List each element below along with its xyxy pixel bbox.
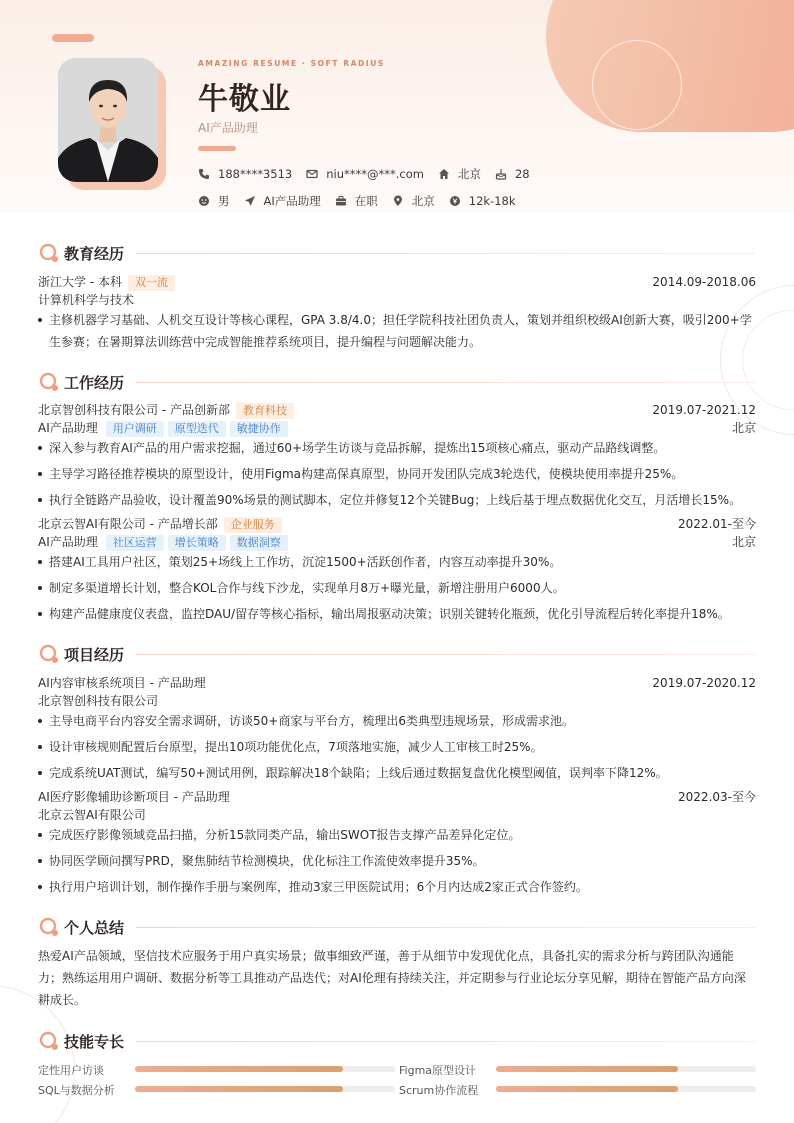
section-heading: 技能专长: [64, 1032, 125, 1051]
job-date: 2022.01-至今: [678, 517, 756, 531]
job-bullet: 执行全链路产品验收，设计覆盖90%场景的测试脚本，定位并修复12个关键Bug；上线后基于埋点数据优化交互，月活增长15%。: [38, 489, 756, 511]
candidate-role: AI产品助理: [198, 121, 258, 135]
section-heading: 项目经历: [64, 645, 125, 664]
age-item: [495, 167, 530, 181]
search-icon: [38, 1030, 60, 1052]
section-divider: [136, 1041, 756, 1042]
gender-text: 男: [218, 194, 230, 208]
section-work-title: [38, 371, 756, 393]
skill-item: [38, 1062, 395, 1076]
search-icon: [38, 242, 60, 264]
target-city-item: [392, 193, 435, 209]
section-heading: 个人总结: [64, 918, 125, 937]
project-header: [38, 788, 756, 806]
gender-icon: [198, 195, 210, 207]
skill-name: 定性用户访谈: [38, 1064, 104, 1077]
target-role-text: AI产品助理: [263, 194, 321, 208]
job-position: AI产品助理: [38, 535, 98, 549]
school-tag: 双一流: [128, 275, 175, 291]
contact-row: [198, 166, 544, 182]
section-heading: 工作经历: [64, 373, 125, 392]
send-icon: [244, 195, 256, 207]
age-text: 28: [514, 167, 530, 181]
section-divider: [136, 253, 756, 254]
job-skill-tag: 数据洞察: [230, 535, 288, 551]
candidate-name: 牛敬业: [198, 82, 291, 117]
phone-item: [198, 167, 292, 181]
skill-name: Scrum协作流程: [399, 1084, 479, 1097]
skill-track: [135, 1066, 395, 1072]
email-item: [306, 167, 424, 181]
job-position-row: [38, 419, 756, 437]
decorative-ring: [592, 40, 682, 130]
project-company: 北京智创科技有限公司: [38, 694, 159, 708]
skill-track: [496, 1086, 756, 1092]
skill-level-bar: [135, 1086, 343, 1092]
city-item: [438, 166, 481, 182]
section-divider: [136, 382, 756, 383]
school-name: 浙江大学 - 本科: [38, 275, 122, 289]
home-icon: [438, 168, 450, 180]
phone-text: 188****3513: [218, 167, 293, 181]
job-company: 北京智创科技有限公司 - 产品创新部: [38, 403, 230, 417]
email-text: niu****@***.com: [326, 167, 424, 181]
search-icon: [38, 916, 60, 938]
job-bullet: 制定多渠道增长计划，整合KOL合作与线下沙龙，实现单月8万+曝光量，新增注册用户6000人。: [38, 577, 756, 599]
job-industry-tag: 教育科技: [236, 403, 294, 419]
job-city: 北京: [731, 535, 756, 549]
project-bullet: 完成医疗影像领域竞品扫描，分析15款同类产品，输出SWOT报告支撑产品差异化定位。: [38, 824, 756, 846]
search-icon: [38, 643, 60, 665]
job-position-row: [38, 533, 756, 551]
job-bullet: 主导学习路径推荐模块的原型设计，使用Figma构建高保真原型，协同开发团队完成3轮迭代，使模块使用率提升25%。: [38, 463, 756, 485]
job-bullet: 搭建AI工具用户社区，策划25+场线上工作坊，沉淀1500+活跃创作者，内容互动率提升30%。: [38, 551, 756, 573]
job-header: [38, 515, 756, 533]
profile-photo: [58, 58, 158, 182]
phone-icon: [198, 168, 210, 180]
city-text: 北京: [457, 167, 481, 181]
job-skill-tag: 增长策略: [168, 535, 226, 551]
job-skill-tag: 用户调研: [106, 421, 164, 437]
job-date: 2019.07-2021.12: [652, 403, 756, 417]
mail-icon: [306, 168, 318, 180]
project-company: 北京云智AI有限公司: [38, 808, 146, 822]
job-bullet: 构建产品健康度仪表盘，监控DAU/留存等核心指标，输出周报驱动决策；识别关键转化瓶颈，优化引导流程后转化率提升18%。: [38, 603, 756, 625]
project-name: AI内容审核系统项目 - 产品助理: [38, 676, 206, 690]
skill-item: [38, 1082, 395, 1096]
job-skill-tag: 原型迭代: [168, 421, 226, 437]
job-company: 北京云智AI有限公司 - 产品增长部: [38, 517, 218, 531]
skill-name: SQL与数据分析: [38, 1084, 115, 1097]
skill-track: [135, 1086, 395, 1092]
profile-row: [198, 193, 530, 209]
cake-icon: [495, 168, 507, 180]
section-divider: [136, 654, 756, 655]
education-description: 主修机器学习基础、人机交互设计等核心课程，GPA 3.8/4.0；担任学院科技社团负责人，策划并组织校级AI创新大赛，吸引200+学生参赛；在暑期算法训练营中完成智能推荐系统项目，提升编程与问题解决能力。: [38, 309, 756, 353]
summary-text: 热爱AI产品领域，坚信技术应服务于用户真实场景；做事细致严谨，善于从细节中发现优化点，具备扎实的需求分析与跨团队沟通能力；熟练运用用户调研、数据分析等工具推动产品迭代；对AI伦理有持续关注，并定期参与行业论坛分享见解，期待在智能产品方向深耕成长。: [38, 949, 746, 1007]
brand-label: AMAZING RESUME · SOFT RADIUS: [198, 59, 385, 68]
job-industry-tag: 企业服务: [224, 517, 282, 533]
section-projects-title: [38, 643, 756, 665]
job-skill-tag: 敏捷协作: [230, 421, 288, 437]
skill-level-bar: [496, 1086, 678, 1092]
section-heading: 教育经历: [64, 244, 125, 263]
section-divider: [136, 927, 756, 928]
location-icon: [392, 195, 404, 207]
skill-name: Figma原型设计: [399, 1064, 477, 1077]
job-bullet: 深入参与教育AI产品的用户需求挖掘，通过60+场学生访谈与竞品拆解，提炼出15项核心痛点，驱动产品路线调整。: [38, 437, 756, 459]
job-skill-tag: 社区运营: [106, 535, 164, 551]
status-text: 在职: [354, 194, 378, 208]
salary-item: [449, 194, 516, 208]
project-name: AI医疗影像辅助诊断项目 - 产品助理: [38, 790, 230, 804]
job-header: [38, 401, 756, 419]
search-icon: [38, 371, 60, 393]
project-bullet: 主导电商平台内容安全需求调研，访谈50+商家与平台方，梳理出6类典型违规场景，形成需求池。: [38, 710, 756, 732]
project-bullet: 执行用户培训计划，制作操作手册与案例库，推动3家三甲医院试用；6个月内达成2家正式合作签约。: [38, 876, 756, 898]
section-education-title: [38, 242, 756, 264]
education-major: 计算机科学与技术: [38, 293, 135, 307]
section-summary-title: [38, 916, 756, 938]
skill-item: [399, 1062, 756, 1076]
decorative-pill: [52, 34, 94, 42]
skill-track: [496, 1066, 756, 1072]
accent-bar: [198, 146, 236, 151]
target-role-item: [244, 193, 321, 209]
skill-level-bar: [496, 1066, 678, 1072]
project-date: 2022.03-至今: [678, 790, 756, 804]
skill-level-bar: [135, 1066, 343, 1072]
job-city: 北京: [731, 421, 756, 435]
status-item: [335, 193, 378, 209]
education-header: [38, 273, 756, 291]
project-bullet: 设计审核规则配置后台原型，提出10项功能优化点，7项落地实施，减少人工审核工时25%。: [38, 736, 756, 758]
briefcase-icon: [335, 195, 347, 207]
target-city-text: 北京: [411, 194, 435, 208]
project-header: [38, 674, 756, 692]
project-bullet: 协同医学顾问撰写PRD，聚焦肺结节检测模块，优化标注工作流使效率提升35%。: [38, 850, 756, 872]
education-date: 2014.09-2018.06: [652, 275, 756, 289]
section-skills-title: [38, 1030, 756, 1052]
skill-item: [399, 1082, 756, 1096]
project-date: 2019.07-2020.12: [652, 676, 756, 690]
job-position: AI产品助理: [38, 421, 98, 435]
gender-item: [198, 193, 230, 209]
project-bullet: 完成系统UAT测试，编写50+测试用例，跟踪解决18个缺陷；上线后通过数据复盘优化模型阈值，误判率下降12%。: [38, 762, 756, 784]
salary-text: 12k-18k: [468, 194, 516, 208]
salary-icon: [449, 195, 461, 207]
